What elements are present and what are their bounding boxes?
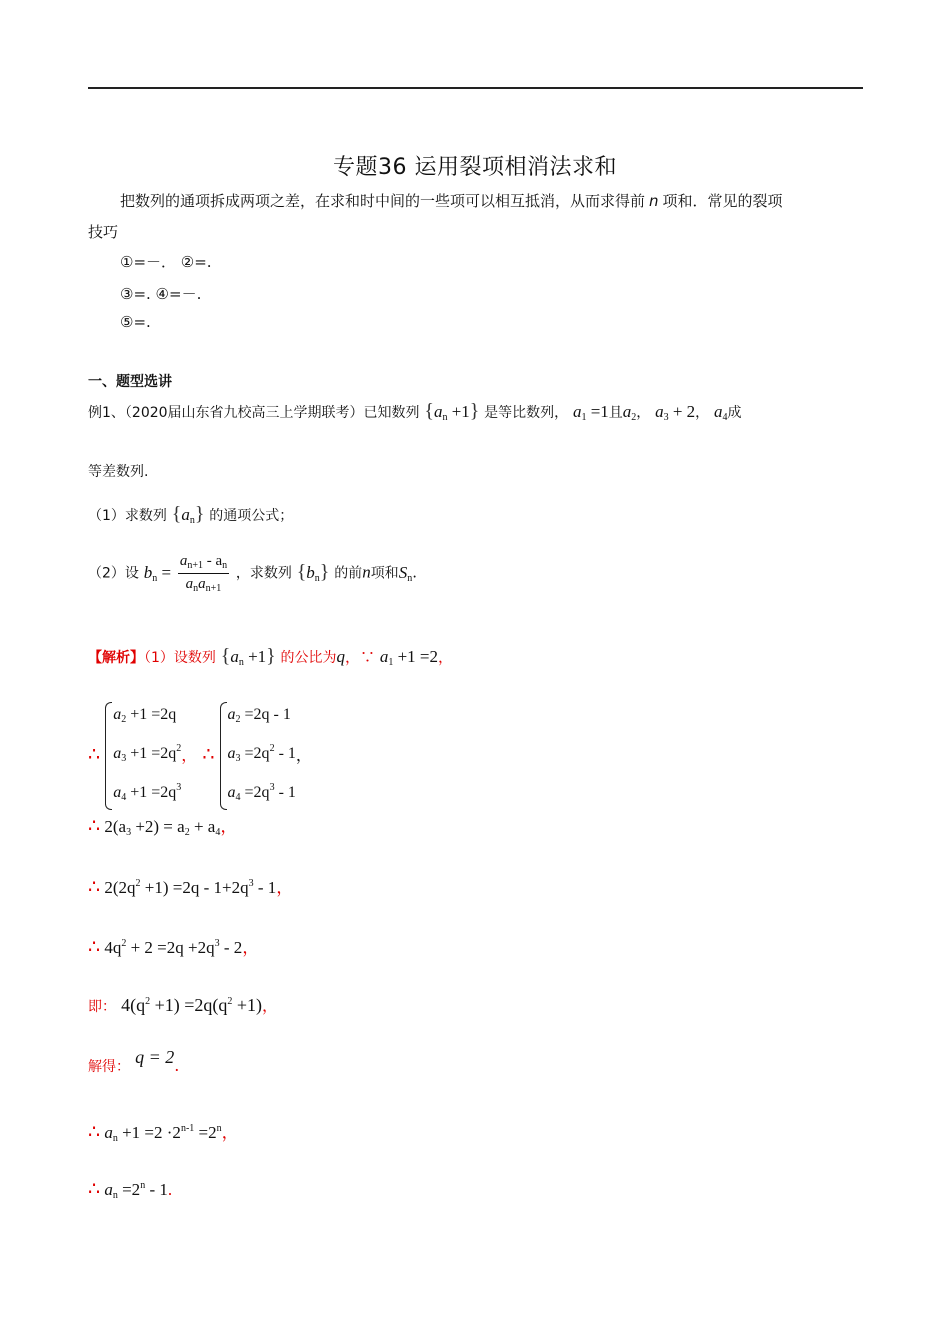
question-1: （1）求数列 $\{a_n\}$ 的通项公式； [88, 503, 294, 526]
example-1-line-2: 等差数列. [88, 464, 149, 480]
header-rule [88, 87, 863, 89]
seq-an-plus-1: $\{a_n +1\}$ [424, 400, 480, 423]
step-8: ∴ $a_n +1 =2 \cdot 2^{n-1} =2^n$， [88, 1122, 239, 1144]
system-2: $a_2 =2q - 1$ $a_3 =2q^2 - 1$ $a_4 =2q^3 - 1$ [220, 700, 296, 812]
example-1-line: 例1、（2020届山东省九校高三上学期联考）已知数列 $\{a_n +1\}$ 是等比数列， $a_1 =1$且$a_2$， $a_3 + 2$， $a_4$成 [88, 400, 742, 423]
step-5: ∴ $4q^2 + 2 =2q +2q^3 - 2$， [88, 937, 260, 958]
tip-3: ⑤=. [120, 313, 151, 331]
page-title: 专题36 运用裂项相消法求和 [333, 155, 617, 180]
question-2: （2）设 $b_n$ = $\frac{a_{n+1} - a_n}{a_na_{n+1}}$ ，求数列 $\{b_n\}$ 的前n项和$S_n$. [88, 553, 417, 594]
tip-2: ③=. ④=－. [120, 285, 202, 303]
intro-line-2: 技巧 [88, 223, 119, 241]
solution-line-1: 【解析】（1）设数列 $\{a_n +1\}$ 的公比为q，∵ $a_1 +1 =2$， [88, 645, 454, 668]
system-1: $a_2 +1 =2q$ $a_3 +1 =2q^2$ $a_4 +1 =2q^3$ [105, 700, 181, 812]
step-3: ∴ $2(a_3 +2) = a_2 + a_4$， [88, 816, 238, 838]
step-6: 即： $4(q^2 +1) =2q(q^2 +1)$， [88, 995, 279, 1015]
tip-1: ①=－． ②=. [120, 253, 212, 271]
step-4: ∴ $2(2q^2 +1) =2q - 1+2q^3 - 1$， [88, 877, 294, 898]
fraction-bn: $\frac{a_{n+1} - a_n}{a_na_{n+1}}$ [179, 553, 228, 594]
equation-systems: ∴ $a_2 +1 =2q$ $a_3 +1 =2q^2$ $a_4 +1 =2q^3$ ， ∴ $a_2 =2q - 1$ $a_3 =2q^2 - 1$ $a_4 =2q^3 - 1$ ， [88, 700, 312, 812]
step-9: ∴ $a_n =2^n - 1$. [88, 1179, 173, 1201]
step-7: 解得： q = 2. [88, 1047, 180, 1075]
section-heading: 一、题型选讲 [88, 374, 172, 390]
intro-line-1: 把数列的通项拆成两项之差，在求和时中间的一些项可以相互抵消，从而求得前 n 项和．常见的裂项 [120, 192, 783, 210]
